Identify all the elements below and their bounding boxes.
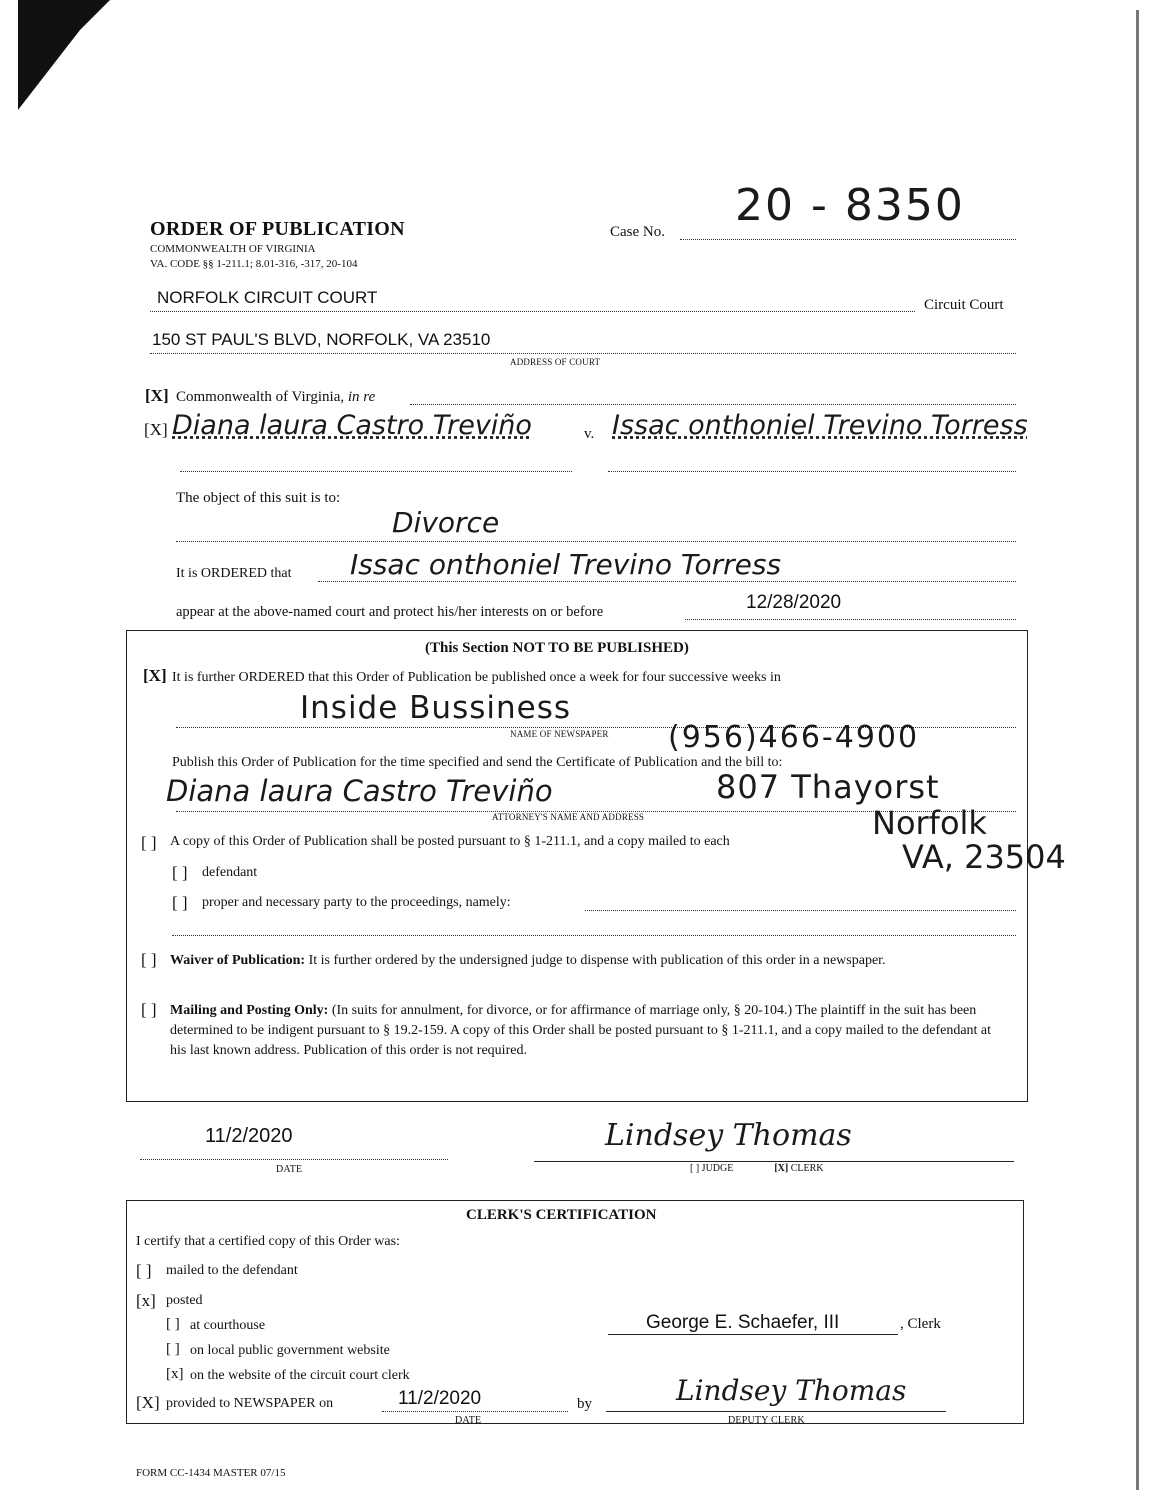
court-address-label: ADDRESS OF COURT — [510, 357, 601, 367]
judge-signature[interactable]: Lindsey Thomas — [605, 1118, 852, 1153]
court-address-line — [150, 352, 1016, 354]
certification-heading: CLERK'S CERTIFICATION — [466, 1207, 657, 1223]
clerk-site-text: on the website of the circuit court clerk — [190, 1368, 410, 1383]
waiver-text: It is further ordered by the undersigned judge to dispense with publication of this order in a newspaper. — [308, 953, 886, 968]
defendant-checkbox[interactable]: [ ] — [172, 863, 188, 882]
party-line-2 — [172, 934, 1016, 936]
provided-date-line — [382, 1410, 568, 1412]
cert-posted-text: posted — [166, 1293, 203, 1308]
judge-label: JUDGE — [701, 1163, 734, 1174]
attorney-city: Norfolk — [872, 804, 987, 842]
parties-extra-line-right — [608, 470, 1016, 472]
signature-date: 11/2/2020 — [205, 1125, 293, 1147]
defendant-name: Issac onthoniel Trevino Torress — [612, 410, 1028, 441]
object-value: Divorce — [392, 506, 500, 539]
attorney-state-zip: VA, 23504 — [902, 838, 1066, 876]
case-number-line — [680, 238, 1016, 240]
versus-label: v. — [584, 426, 595, 442]
court-address: 150 ST PAUL'S BLVD, NORFOLK, VA 23510 — [152, 330, 491, 349]
attorney-label: ATTORNEY'S NAME AND ADDRESS — [492, 812, 645, 822]
object-line — [176, 540, 1016, 542]
website-checkbox[interactable]: [ ] — [166, 1341, 180, 1357]
commonwealth-label — [176, 389, 375, 406]
party-line — [585, 909, 1016, 911]
clerk-suffix: , Clerk — [900, 1316, 941, 1332]
phone-number: (956)466-4900 — [668, 720, 920, 755]
case-number-label: Case No. — [610, 224, 665, 240]
mailing-text: (In suits for annulment, for divorce, or for affirmance of marriage only, § 20-104.) The plaintiff in the suit has been determined to be indigent pursuant to § 19.2-159. A copy of this Order shall be posted pursuant to § 1-211.1, and a copy mailed to the defendant at his last known address. Publication of this order is not required. — [170, 1003, 992, 1058]
court-name-line — [150, 310, 915, 312]
parties-extra-line-left — [180, 470, 572, 472]
publish-text: It is further ORDERED that this Order of Publication be published once a week for four successive weeks in — [172, 670, 781, 685]
object-label: The object of this suit is to: — [176, 490, 341, 506]
scan-corner-artifact — [0, 0, 130, 130]
clerk-site-checkbox[interactable]: [x] — [166, 1366, 184, 1382]
signature-date-line — [140, 1158, 448, 1160]
court-suffix: Circuit Court — [924, 297, 1004, 313]
newspaper-name: Inside Bussiness — [300, 690, 572, 726]
signature-date-label: DATE — [276, 1164, 303, 1175]
waiver-checkbox[interactable]: [ ] — [141, 950, 157, 969]
commonwealth-line — [410, 403, 1016, 405]
waiver-paragraph — [170, 951, 1000, 971]
courthouse-checkbox[interactable]: [ ] — [166, 1316, 180, 1332]
judge-checkbox[interactable]: [ ] — [690, 1163, 700, 1174]
appear-text: appear at the above-named court and protect his/her interests on or before — [176, 604, 604, 620]
in-re-text: in re — [347, 389, 376, 405]
attorney-name: Diana laura Castro Treviño — [166, 774, 553, 808]
case-number: 20 - 8350 — [735, 180, 965, 231]
defendant-text: defendant — [202, 865, 258, 880]
appear-line — [685, 618, 1016, 620]
mailed-text: mailed to the defendant — [166, 1263, 298, 1278]
party-text: proper and necessary party to the proceedings, namely: — [202, 895, 511, 910]
deputy-label: DEPUTY CLERK — [728, 1415, 805, 1426]
cert-posted-checkbox[interactable]: [x] — [136, 1291, 156, 1310]
attorney-address: 807 Thayorst — [716, 768, 940, 806]
commonwealth-checkbox[interactable]: [X] — [145, 386, 169, 405]
provided-date: 11/2/2020 — [398, 1388, 482, 1409]
posted-checkbox[interactable]: [ ] — [141, 833, 157, 852]
mailing-checkbox[interactable]: [ ] — [141, 1000, 157, 1019]
provided-date-label: DATE — [455, 1415, 482, 1426]
mailing-title: Mailing and Posting Only: — [170, 1003, 329, 1018]
send-text: Publish this Order of Publication for the time specified and send the Certificate of Publication and the bill to: — [172, 755, 783, 770]
commonwealth-text: Commonwealth of Virginia, — [176, 389, 345, 405]
unpublished-heading: (This Section NOT TO BE PUBLISHED) — [425, 640, 689, 656]
deputy-signature-line — [606, 1410, 946, 1412]
clerk-name: George E. Schaefer, III — [646, 1312, 840, 1333]
clerk-label: CLERK — [790, 1163, 824, 1174]
website-text: on local public government website — [190, 1343, 390, 1358]
deputy-signature[interactable]: Lindsey Thomas — [676, 1374, 907, 1407]
by-label: by — [577, 1396, 592, 1412]
clerk-name-line — [608, 1333, 898, 1335]
party-checkbox[interactable]: [ ] — [172, 893, 188, 912]
court-name: NORFOLK CIRCUIT COURT — [157, 288, 378, 307]
ordered-party: Issac onthoniel Trevino Torress — [350, 548, 782, 581]
judge-clerk-row — [690, 1163, 824, 1174]
plaintiff-name: Diana laura Castro Treviño — [172, 410, 532, 441]
parties-checkbox[interactable]: [X] — [144, 420, 168, 439]
scan-edge-line — [1136, 10, 1139, 1490]
judge-signature-line — [534, 1160, 1014, 1162]
provided-checkbox[interactable]: [X] — [136, 1393, 160, 1412]
certification-intro: I certify that a certified copy of this Order was: — [136, 1234, 400, 1249]
appear-date: 12/28/2020 — [746, 592, 842, 613]
form-code: VA. CODE §§ 1-211.1; 8.01-316, -317, 20-104 — [150, 258, 358, 270]
ordered-label: It is ORDERED that — [176, 566, 292, 581]
form-id: FORM CC-1434 MASTER 07/15 — [136, 1467, 286, 1479]
provided-text: provided to NEWSPAPER on — [166, 1396, 334, 1411]
mailed-checkbox[interactable]: [ ] — [136, 1261, 152, 1280]
newspaper-label: NAME OF NEWSPAPER — [510, 729, 609, 739]
mailing-paragraph — [170, 1001, 1000, 1061]
waiver-title: Waiver of Publication: — [170, 953, 306, 968]
courthouse-text: at courthouse — [190, 1318, 266, 1333]
form-commonwealth: COMMONWEALTH OF VIRGINIA — [150, 243, 316, 255]
form-title: ORDER OF PUBLICATION — [150, 218, 405, 240]
publish-checkbox[interactable]: [X] — [143, 666, 167, 685]
posted-text: A copy of this Order of Publication shall be posted pursuant to § 1-211.1, and a copy mailed to each — [170, 834, 730, 849]
clerk-checkbox[interactable]: [X] — [774, 1163, 789, 1174]
